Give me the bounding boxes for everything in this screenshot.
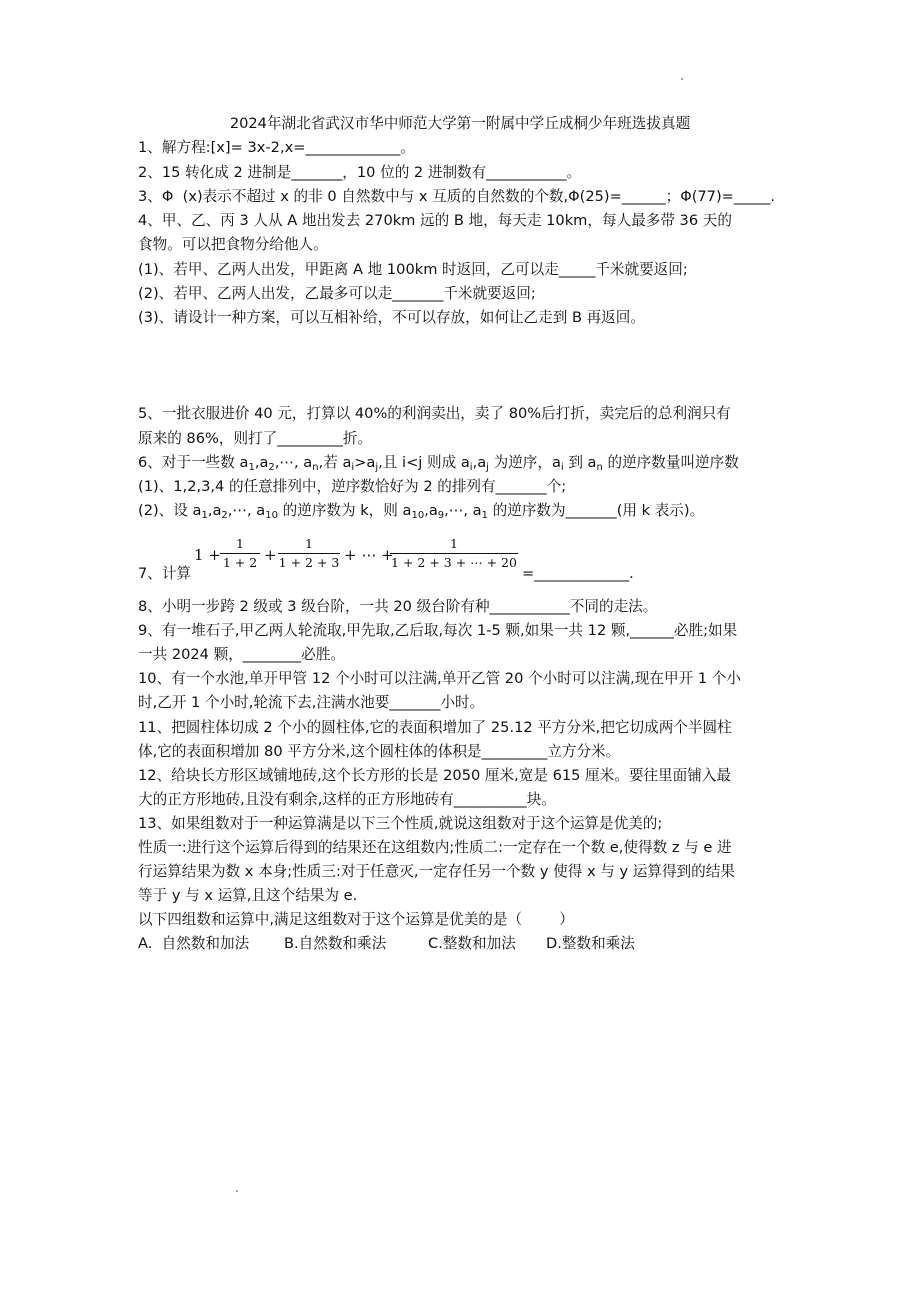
question-9-line-2: 一共 2024 颗，________必胜。	[138, 646, 345, 663]
question-7-answer: =_____________.	[522, 565, 634, 582]
question-6-part-1: (1)、1,2,3,4 的任意排列中，逆序数恰好为 2 的排列有_______个;	[138, 478, 567, 495]
question-13-line-4: 等于 y 与 x 运算,且这个结果为 e.	[138, 887, 358, 904]
question-11-line-2: 体,它的表面积增加 80 平方分米,这个圆柱体的体积是_________立方分米。	[138, 743, 621, 760]
question-13-line-2: 性质一:进行这个运算后得到的结果还在这组数内;性质二:一定存在一个数 e,使得数 z 与 e 进	[138, 839, 732, 856]
question-12-line-1: 12、给块长方形区域铺地砖,这个长方形的长是 2050 厘米,宽是 615 厘米。要往里面铺入最	[138, 767, 731, 784]
question-7-label: 7、计算	[138, 565, 192, 582]
question-11-line-1: 11、把圆柱体切成 2 个小的圆柱体,它的表面积增加了 25.12 平方分米,把它切成两个半圆柱	[138, 719, 732, 736]
option-a: A. 自然数和加法	[138, 935, 250, 952]
question-13-line-3: 行运算结果为数 x 本身;性质三:对于任意灭,一定存任另一个数 y 使得 x 与 y 运算得到的结果	[138, 863, 735, 880]
question-4-line-2: 食物。可以把食物分给他人。	[138, 236, 328, 253]
question-6-part-2: (2)、设 $a_1,a_2,\cdots$, $a_{10}$ 的逆序数为 k，则 $a_{10},a_9,\cdots$, $a_1$ 的逆序数为_______(用 k 表示)。	[138, 502, 705, 521]
question-2: 2、15 转化成 2 进制是_______，10 位的 2 进制数有___________。	[138, 164, 582, 181]
question-4-line-1: 4、甲、乙、丙 3 人从 A 地出发去 270km 远的 B 地，每天走 10km，每人最多带 36 天的	[138, 212, 732, 229]
option-b: B.自然数和乘法	[284, 935, 387, 952]
question-4-part-1: (1)、若甲、乙两人出发，甲距离 A 地 100km 时返回，乙可以走_____千米就要返回;	[138, 261, 688, 278]
question-6: 6、对于一些数 $a_1,a_2,\cdots$, $a_n$,若 $a_i>a_j$,且 i<j 则成 $a_i,a_j$ 为逆序，$a_i$ 到 $a_n$ 的逆序数量叫逆序数	[138, 454, 739, 473]
sum-formula	[194, 537, 530, 573]
question-3: 3、Φ (x)表示不超过 x 的非 0 自然数中与 x 互质的自然数的个数,Φ(25)=______；Φ(77)=_____.	[138, 188, 776, 205]
scan-dot-bottom	[236, 1190, 238, 1192]
option-d: D.整数和乘法	[546, 935, 635, 952]
question-4-part-3: (3)、请设计一种方案，可以互相补给，不可以存放，如何让乙走到 B 再返回。	[138, 309, 645, 326]
formula-ellipsis: + ⋯ +	[344, 546, 394, 564]
question-12-line-2: 大的正方形地砖,且没有剩余,这样的正方形地砖有__________块。	[138, 791, 556, 808]
question-10-line-1: 10、有一个水池,单开甲管 12 个小时可以注满,单开乙管 20 个小时可以注满,现在甲开 1 个小	[138, 670, 741, 687]
formula-plus: +	[264, 546, 277, 564]
page-title: 2024年湖北省武汉市华中师范大学第一附属中学丘成桐少年班选拔真题	[229, 115, 691, 132]
question-5-line-1: 5、一批衣服进价 40 元，打算以 40%的利润卖出，卖了 80%后打折，卖完后的总利润只有	[138, 405, 731, 422]
formula-leading-term: 1 +	[194, 546, 221, 564]
question-9-line-1: 9、有一堆石子,甲乙两人轮流取,甲先取,乙后取,每次 1-5 颗,如果一共 12 颗,______必胜;如果	[138, 622, 738, 639]
option-c: C.整数和加法	[428, 935, 516, 952]
question-13-line-1: 13、如果组数对于一种运算满是以下三个性质,就说这组数对于这个运算是优美的;	[138, 815, 663, 832]
question-13-line-5: 以下四组数和运算中,满足这组数对于这个运算是优美的是（ ）	[138, 911, 574, 928]
scan-dot-top	[681, 78, 683, 80]
fraction-2: 1 1 + 2 + 3	[278, 536, 340, 570]
fraction-1: 1 1 + 2	[220, 537, 260, 570]
question-4-part-2: (2)、若甲、乙两人出发，乙最多可以走_______千米就要返回;	[138, 285, 536, 302]
question-8: 8、小明一步跨 2 级或 3 级台阶，一共 20 级台阶有种___________不同的走法。	[138, 598, 658, 615]
question-1: 1、解方程:[x]= 3x-2,x=_____________。	[138, 139, 415, 156]
question-5-line-2: 原来的 86%，则打了_________折。	[138, 430, 373, 447]
question-10-line-2: 时,乙开 1 个小时,轮流下去,注满水池要_______小时。	[138, 694, 485, 711]
fraction-3: 1 1 + 2 + 3 + ⋯ + 20	[391, 536, 517, 570]
